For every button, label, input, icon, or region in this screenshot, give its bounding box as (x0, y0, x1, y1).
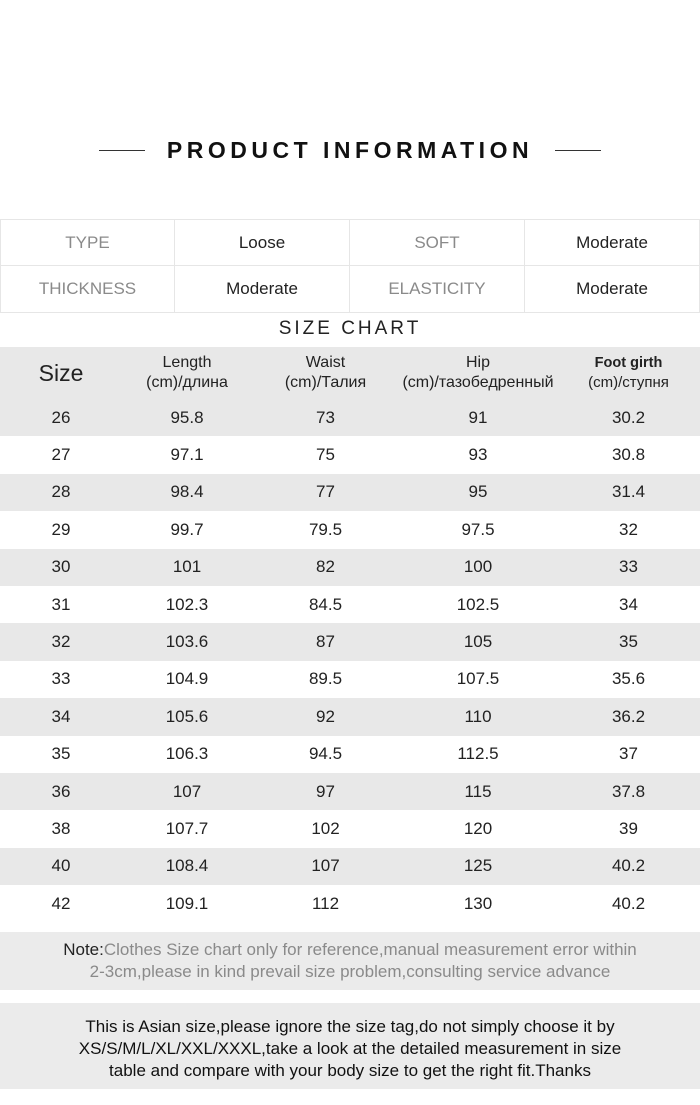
table-row (0, 586, 700, 623)
info-label: TYPE (0, 220, 175, 265)
header-length-line1: Length (162, 354, 212, 371)
info-label: ELASTICITY (350, 266, 525, 312)
cell-waist: 87 (316, 632, 335, 652)
cell-size: 36 (51, 781, 71, 801)
table-row (0, 399, 700, 436)
product-info-table (0, 219, 700, 313)
cell-length: 97.1 (170, 445, 204, 465)
cell-foot-girth: 39 (619, 818, 638, 838)
header-size: Size (38, 360, 84, 386)
cell-hip: 93 (468, 445, 488, 465)
cell-length: 104.9 (165, 669, 209, 689)
cell-waist: 112 (311, 893, 340, 913)
cell-length: 99.7 (170, 519, 204, 539)
divider-right (555, 150, 601, 151)
cell-length: 108.4 (165, 856, 209, 876)
header-hip (399, 353, 557, 393)
header-waist (252, 353, 399, 393)
cell-foot-girth: 37 (619, 744, 638, 764)
cell-foot-girth: 36.2 (611, 706, 646, 726)
cell-waist: 77 (316, 482, 335, 502)
cell-hip: 120 (463, 818, 493, 838)
cell-length: 107.7 (165, 818, 209, 838)
cell-foot-girth: 35.6 (611, 669, 646, 689)
note-lead: Note: (63, 940, 104, 959)
cell-hip: 112.5 (457, 744, 499, 764)
table-row (0, 661, 700, 698)
cell-size: 28 (51, 482, 71, 502)
note-line2: 2-3cm,please in kind prevail size problem,consulting service advance (89, 962, 611, 981)
table-row (0, 511, 700, 548)
header-foot-line2: (cm)/ступня (588, 374, 669, 391)
divider-left (99, 150, 145, 151)
page-title: PRODUCT INFORMATION (166, 136, 534, 163)
cell-foot-girth: 31.4 (611, 482, 646, 502)
cell-size: 30 (51, 557, 71, 577)
cell-waist: 89.5 (308, 669, 343, 689)
cell-foot-girth: 33 (619, 557, 638, 577)
header-length (122, 353, 252, 393)
cell-length: 107 (172, 781, 202, 801)
cell-size: 35 (51, 744, 71, 764)
info-row (0, 220, 700, 265)
cell-foot-girth: 40.2 (611, 856, 646, 876)
cell-size: 31 (51, 594, 71, 614)
table-row (0, 736, 700, 773)
header-waist-line2: (cm)/Талия (284, 374, 367, 391)
cell-foot-girth: 37.8 (611, 781, 646, 801)
cell-waist: 94.5 (308, 744, 343, 764)
section-header (0, 130, 700, 170)
cell-size: 33 (51, 669, 71, 689)
cell-foot-girth: 35 (619, 632, 638, 652)
cell-length: 105.6 (165, 706, 209, 726)
cell-foot-girth: 40.2 (611, 893, 646, 913)
asian-line3: table and compare with your body size to get the right fit.Thanks (109, 1061, 591, 1080)
cell-hip: 107.5 (456, 669, 500, 689)
header-foot-line1: Foot girth (594, 355, 663, 371)
size-chart-table (0, 347, 700, 922)
cell-hip: 125 (463, 856, 493, 876)
header-hip-line1: Hip (465, 354, 490, 371)
cell-length: 109.1 (165, 893, 209, 913)
cell-length: 103.6 (165, 632, 209, 652)
cell-waist: 92 (316, 706, 335, 726)
info-label: THICKNESS (0, 266, 175, 312)
asian-size-notice (0, 1003, 700, 1089)
cell-hip: 100 (463, 557, 493, 577)
cell-hip: 130 (463, 893, 493, 913)
table-row (0, 848, 700, 885)
cell-length: 95.8 (170, 407, 204, 427)
cell-waist: 102 (311, 818, 340, 838)
cell-hip: 97.5 (461, 519, 495, 539)
cell-hip: 110 (464, 706, 492, 726)
size-chart-header-row (0, 347, 700, 399)
cell-waist: 82 (316, 557, 335, 577)
cell-foot-girth: 30.2 (611, 407, 646, 427)
cell-length: 101 (172, 557, 202, 577)
info-value: Loose (175, 220, 350, 265)
cell-foot-girth: 34 (619, 594, 638, 614)
table-row (0, 474, 700, 511)
cell-size: 34 (51, 706, 71, 726)
info-row (0, 265, 700, 312)
cell-length: 102.3 (165, 594, 209, 614)
cell-waist: 75 (316, 445, 335, 465)
cell-foot-girth: 30.8 (611, 445, 646, 465)
info-value: Moderate (525, 266, 700, 312)
cell-length: 106.3 (165, 744, 209, 764)
header-hip-line2: (cm)/тазобедренный (402, 374, 554, 391)
size-note (0, 932, 700, 990)
cell-foot-girth: 32 (619, 519, 638, 539)
header-waist-line1: Waist (305, 354, 346, 371)
table-row (0, 549, 700, 586)
cell-hip: 95 (468, 482, 488, 502)
table-row (0, 623, 700, 660)
header-foot-girth (557, 353, 700, 393)
cell-size: 27 (51, 445, 71, 465)
cell-waist: 97 (316, 781, 335, 801)
table-row (0, 810, 700, 847)
cell-waist: 84.5 (308, 594, 343, 614)
info-value: Moderate (525, 220, 700, 265)
cell-size: 40 (51, 856, 71, 876)
size-chart-body (0, 399, 700, 922)
cell-size: 26 (51, 407, 71, 427)
size-chart-title: SIZE CHART (278, 318, 422, 339)
cell-size: 32 (51, 632, 71, 652)
cell-waist: 73 (316, 407, 335, 427)
cell-waist: 107 (311, 856, 340, 876)
cell-size: 38 (51, 818, 71, 838)
table-row (0, 698, 700, 735)
asian-line2: XS/S/M/L/XL/XXL/XXXL,take a look at the detailed measurement in size (78, 1039, 622, 1058)
cell-waist: 79.5 (308, 519, 343, 539)
table-row (0, 885, 700, 922)
cell-hip: 91 (468, 407, 488, 427)
cell-size: 42 (51, 893, 71, 913)
table-row (0, 436, 700, 473)
info-value: Moderate (175, 266, 350, 312)
cell-hip: 102.5 (456, 594, 500, 614)
asian-line1: This is Asian size,please ignore the size tag,do not simply choose it by (85, 1017, 615, 1036)
note-line1: Clothes Size chart only for reference,manual measurement error within (103, 940, 637, 959)
cell-hip: 115 (464, 781, 492, 801)
header-length-line2: (cm)/длина (146, 374, 228, 391)
cell-length: 98.4 (170, 482, 204, 502)
table-row (0, 773, 700, 810)
cell-size: 29 (51, 519, 71, 539)
cell-hip: 105 (463, 632, 493, 652)
info-label: SOFT (350, 220, 525, 265)
